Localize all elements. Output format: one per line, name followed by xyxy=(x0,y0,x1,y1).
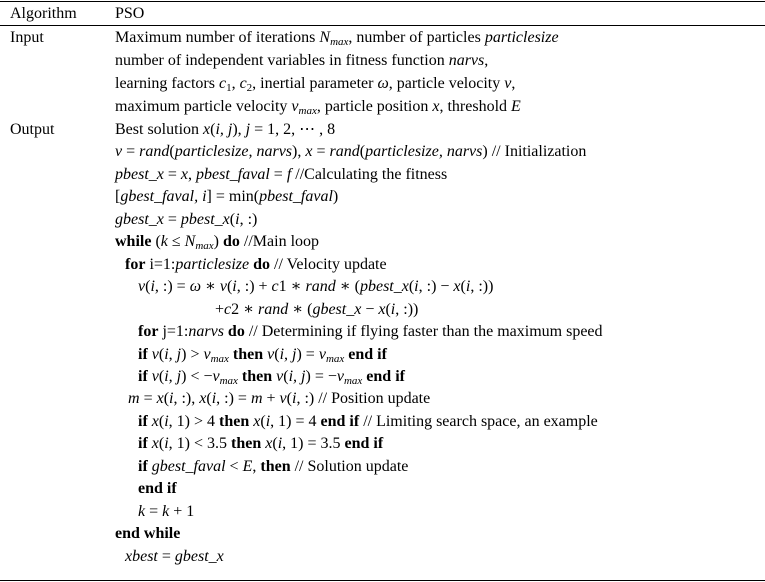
text-segment: i, j xyxy=(288,367,306,385)
text-segment: ∗ xyxy=(200,278,220,296)
text-segment: //Main loop xyxy=(239,233,320,251)
output-line xyxy=(115,185,338,208)
text-segment: ) = − xyxy=(305,367,337,385)
text-segment: = xyxy=(163,210,181,228)
text-segment: gbest_x xyxy=(312,300,362,318)
text-segment: particlesize xyxy=(484,29,559,46)
text-segment: , 1) = 3.5 xyxy=(282,435,345,453)
keyword: if xyxy=(138,412,148,430)
text-segment: < xyxy=(225,457,243,475)
bottom-rule xyxy=(0,580,765,581)
output-line xyxy=(128,387,430,410)
input-line xyxy=(115,95,521,118)
text-segment: ( xyxy=(460,278,466,296)
text-segment: = xyxy=(122,143,140,161)
keyword: do xyxy=(223,233,240,251)
text-segment: // Solution update xyxy=(290,457,409,475)
output-line xyxy=(138,365,405,388)
text-segment: xbest xyxy=(125,547,158,565)
text-segment: maximum particle velocity xyxy=(115,98,292,115)
keyword: while xyxy=(115,233,152,251)
output-line xyxy=(138,477,177,500)
text-segment: i xyxy=(164,412,169,430)
text-segment: ( xyxy=(210,121,216,138)
output-line xyxy=(115,118,335,141)
text-segment: ) > xyxy=(181,345,204,363)
text-segment: max xyxy=(325,352,345,365)
text-segment: // Limiting search space, an example xyxy=(359,412,598,430)
text-segment: i xyxy=(169,390,174,408)
text-segment: , :), xyxy=(173,390,200,408)
text-segment: m xyxy=(128,390,140,408)
keyword: end if xyxy=(348,345,387,363)
text-segment: , number of particles xyxy=(348,29,485,46)
keyword: end if xyxy=(320,412,360,430)
text-segment: v xyxy=(276,367,284,385)
text-segment: ( xyxy=(163,390,170,408)
text-segment: x xyxy=(199,390,207,408)
text-segment: i xyxy=(465,278,471,296)
text-segment: max xyxy=(343,374,363,387)
text-segment: v xyxy=(151,345,159,363)
text-segment: max xyxy=(330,36,349,48)
text-segment: , particle velocity xyxy=(388,75,505,92)
text-segment: ( xyxy=(272,435,278,453)
text-segment: ( xyxy=(408,278,415,296)
output-line xyxy=(115,230,319,253)
text-segment: v xyxy=(151,367,159,385)
input-line xyxy=(115,26,559,49)
text-segment: pbest_x xyxy=(359,278,409,296)
text-segment: , :) xyxy=(239,210,258,228)
text-segment: + 1 xyxy=(169,502,195,520)
text-segment: v xyxy=(504,75,512,92)
top-rule xyxy=(0,1,765,2)
keyword: if xyxy=(138,345,148,363)
text-segment: = xyxy=(157,547,175,565)
keyword: end while xyxy=(115,525,181,543)
text-segment: x xyxy=(151,435,159,453)
text-segment: x xyxy=(156,390,164,408)
text-segment: i=1: xyxy=(145,255,176,273)
text-segment: N xyxy=(319,29,331,46)
text-segment: i xyxy=(150,278,155,296)
output-line xyxy=(125,253,387,276)
text-segment: gbest_x xyxy=(115,210,164,228)
text-segment: ) < − xyxy=(181,367,213,385)
text-segment: , 1) < 3.5 xyxy=(168,435,232,453)
keyword: then xyxy=(232,345,264,363)
text-segment: narvs xyxy=(188,323,224,341)
text-segment: 2 xyxy=(246,82,253,94)
text-segment: rand xyxy=(139,143,170,161)
text-segment: = 1, 2, ⋯ , 8 xyxy=(250,121,336,138)
text-segment: , 1) = 4 xyxy=(270,412,321,430)
text-segment: x xyxy=(180,165,189,183)
input-label: Input xyxy=(10,29,44,46)
text-segment: Best solution xyxy=(115,121,204,138)
keyword: if xyxy=(138,457,148,475)
text-segment: c xyxy=(218,75,227,92)
text-segment: N xyxy=(184,233,196,251)
keyword: then xyxy=(260,457,291,475)
text-segment: , :) + xyxy=(236,278,272,296)
text-segment: // Determining if flying faster than the maximum speed xyxy=(244,323,603,341)
text-segment: − xyxy=(361,300,379,318)
text-segment: i xyxy=(265,412,271,430)
text-segment: k xyxy=(160,233,168,251)
keyword: if xyxy=(138,435,148,453)
text-segment: pbest_faval xyxy=(196,165,270,183)
keyword: do xyxy=(253,255,271,273)
text-segment: v xyxy=(203,345,211,363)
text-segment: v xyxy=(219,278,227,296)
text-segment: ) xyxy=(213,233,223,251)
text-segment: , :) = xyxy=(154,278,190,296)
output-line xyxy=(138,410,598,433)
text-segment: 1 ∗ xyxy=(278,278,306,296)
text-segment: ( xyxy=(158,367,165,385)
text-segment: [ xyxy=(115,188,121,206)
text-segment: max xyxy=(219,374,238,387)
text-segment: i xyxy=(232,278,237,296)
text-segment: , xyxy=(188,165,197,183)
output-line xyxy=(138,500,194,523)
text-segment: pbest_x xyxy=(115,165,164,183)
text-segment: k xyxy=(162,502,170,520)
text-segment: 1 xyxy=(226,82,232,94)
text-segment: , inertial parameter xyxy=(252,75,378,92)
text-segment: ] = min( xyxy=(206,188,260,206)
text-segment: i, j xyxy=(279,345,297,363)
text-segment: , particle position xyxy=(316,98,433,115)
text-segment: i xyxy=(211,390,217,408)
text-segment: ) = xyxy=(296,345,319,363)
output-label: Output xyxy=(10,121,55,138)
text-segment: ( xyxy=(169,143,175,161)
text-segment: , :) // Position update xyxy=(296,390,431,408)
text-segment: gbest_x xyxy=(174,547,224,565)
output-line xyxy=(138,320,603,343)
keyword: do xyxy=(227,323,245,341)
text-segment: narvs xyxy=(448,52,485,69)
text-segment: , 1) > 4 xyxy=(168,412,220,430)
text-segment: v xyxy=(291,98,299,115)
text-segment: i xyxy=(390,300,396,318)
keyword: then xyxy=(231,435,262,453)
keyword: for xyxy=(125,255,146,273)
text-segment: v xyxy=(267,345,275,363)
text-segment: , threshold xyxy=(439,98,512,115)
text-segment: max xyxy=(210,352,229,365)
text-segment: x xyxy=(203,121,211,138)
text-segment: x xyxy=(265,435,273,453)
text-segment: ), xyxy=(232,121,246,138)
text-segment: E xyxy=(242,457,253,475)
input-line xyxy=(115,49,488,72)
text-segment: v xyxy=(318,345,326,363)
text-segment: ( xyxy=(283,367,289,385)
text-segment: ∗ ( xyxy=(288,300,313,318)
output-line xyxy=(125,545,224,568)
text-segment: v xyxy=(115,143,123,161)
text-segment: i xyxy=(277,435,283,453)
output-line xyxy=(115,208,257,231)
text-segment: ω xyxy=(189,278,201,296)
text-segment: i xyxy=(414,278,419,296)
text-segment: particlesize, narvs xyxy=(174,143,293,161)
text-segment: ( xyxy=(260,412,266,430)
text-segment: ( xyxy=(206,390,212,408)
text-segment: m xyxy=(250,390,263,408)
text-segment: i xyxy=(235,210,240,228)
text-segment: j xyxy=(245,121,251,138)
text-segment: , xyxy=(231,75,240,92)
text-segment: , :) = xyxy=(216,390,251,408)
text-segment: x xyxy=(432,98,440,115)
text-segment: //Calculating the fitness xyxy=(291,165,448,183)
text-segment: ∗ ( xyxy=(335,278,360,296)
text-segment: , :) − xyxy=(418,278,454,296)
keyword: end if xyxy=(366,367,405,385)
header-algorithm-name: PSO xyxy=(115,5,145,22)
text-segment: x xyxy=(378,300,386,318)
text-segment: number of independent variables in fitness function xyxy=(115,52,449,69)
text-segment: = xyxy=(163,165,181,183)
text-segment: , :)) xyxy=(395,300,419,318)
text-segment: ω xyxy=(377,75,389,92)
text-segment: = xyxy=(145,502,163,520)
text-segment: = xyxy=(312,143,330,161)
output-line xyxy=(215,298,418,321)
output-line xyxy=(138,432,383,455)
text-segment: ( xyxy=(229,210,236,228)
keyword: for xyxy=(138,323,159,341)
text-segment: 2 ∗ xyxy=(231,300,259,318)
text-segment: x xyxy=(253,412,261,430)
text-segment: v xyxy=(336,367,344,385)
text-segment: ( xyxy=(286,390,292,408)
text-segment: , xyxy=(252,457,261,475)
text-segment: x xyxy=(305,143,313,161)
text-segment: ( xyxy=(158,435,165,453)
text-segment: , xyxy=(511,75,516,92)
keyword: end if xyxy=(344,435,384,453)
keyword: then xyxy=(219,412,250,430)
text-segment: max xyxy=(298,105,317,117)
text-segment: particlesize, narvs xyxy=(365,143,483,161)
text-segment: Maximum number of iterations xyxy=(115,29,320,46)
keyword: if xyxy=(138,367,148,385)
output-line xyxy=(138,275,493,298)
text-segment: = xyxy=(139,390,157,408)
text-segment: learning factors xyxy=(115,75,219,92)
text-segment: , xyxy=(484,52,489,69)
text-segment: v xyxy=(138,278,146,296)
text-segment: f xyxy=(286,165,292,183)
text-segment: E xyxy=(511,98,521,115)
keyword: end if xyxy=(138,480,177,498)
input-line xyxy=(115,72,515,95)
text-segment: + xyxy=(215,300,225,318)
output-line xyxy=(138,343,387,366)
output-line xyxy=(115,163,447,186)
text-segment: ) // Initialization xyxy=(482,143,587,161)
text-segment: i xyxy=(164,435,169,453)
text-segment: ≤ xyxy=(167,233,185,251)
text-segment: pbest_x xyxy=(180,210,230,228)
text-segment: i xyxy=(291,390,297,408)
text-segment: ( xyxy=(226,278,233,296)
text-segment: max xyxy=(195,240,214,253)
text-segment: pbest_faval xyxy=(259,188,333,206)
text-segment: + xyxy=(262,390,280,408)
text-segment: ( xyxy=(158,345,165,363)
text-segment: ( xyxy=(145,278,151,296)
text-segment: i, j xyxy=(215,121,233,138)
text-segment: particlesize xyxy=(175,255,250,273)
text-segment: = xyxy=(269,165,287,183)
text-segment: ), xyxy=(292,143,306,161)
text-segment: k xyxy=(138,502,146,520)
text-segment: v xyxy=(279,390,287,408)
text-segment: ( xyxy=(158,412,165,430)
output-line xyxy=(115,522,180,545)
text-segment: // Velocity update xyxy=(270,255,387,273)
text-segment: ( xyxy=(385,300,391,318)
text-segment: ) xyxy=(332,188,339,206)
keyword: then xyxy=(241,367,273,385)
text-segment: ( xyxy=(151,233,161,251)
header-algorithm: Algorithm xyxy=(10,5,77,22)
text-segment: ( xyxy=(359,143,366,161)
text-segment: gbest_faval, i xyxy=(120,188,207,206)
text-segment: rand xyxy=(305,278,336,296)
text-segment: v xyxy=(212,367,220,385)
text-segment: i, j xyxy=(164,367,182,385)
output-line xyxy=(138,455,408,478)
output-line xyxy=(115,140,586,163)
text-segment: c xyxy=(224,300,232,318)
text-segment: j=1: xyxy=(158,323,189,341)
text-segment: rand xyxy=(329,143,360,161)
text-segment: x xyxy=(453,278,461,296)
text-segment: i, j xyxy=(164,345,182,363)
text-segment: rand xyxy=(258,300,289,318)
text-segment: c xyxy=(239,75,247,92)
text-segment: ( xyxy=(274,345,280,363)
text-segment: , :)) xyxy=(470,278,494,296)
text-segment: gbest_faval xyxy=(151,457,226,475)
text-segment: x xyxy=(151,412,159,430)
text-segment: c xyxy=(271,278,279,296)
